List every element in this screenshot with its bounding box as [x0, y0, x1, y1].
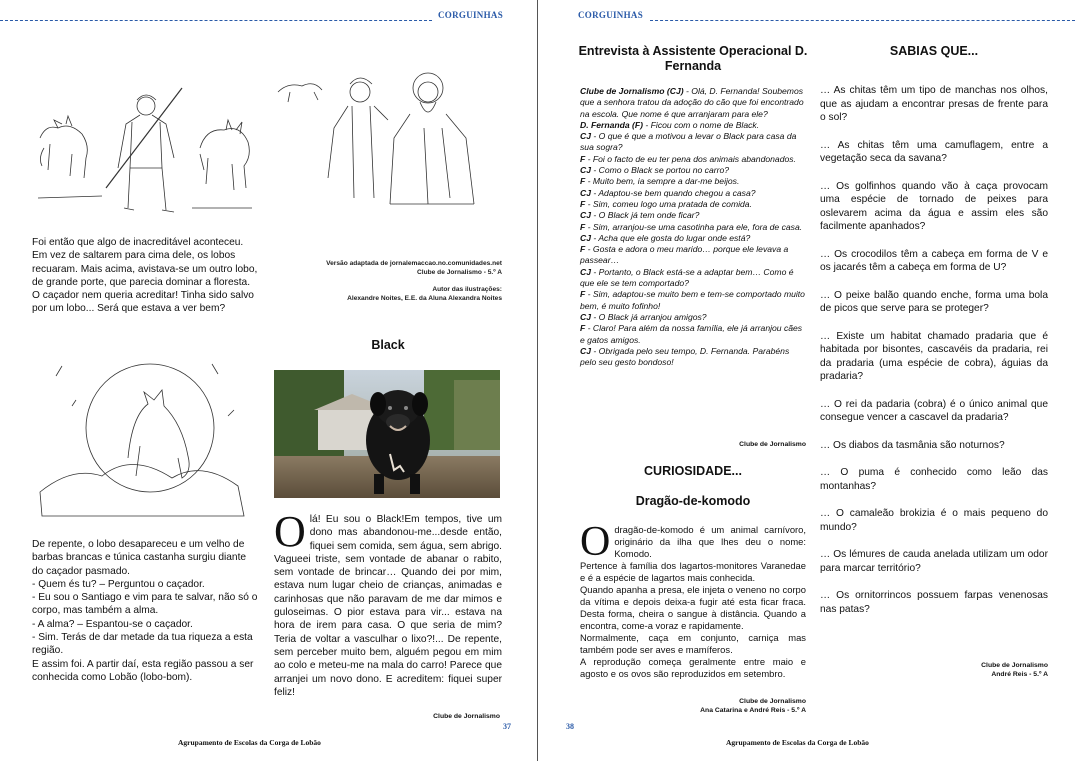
- black-story-text: lá! Eu sou o Black!Em tempos, tive um dono mas abandonou-me...desde então, fiquei sem comida, sem água, sem abrigo. Vagueei triste, sem vontade de abanar o rabito, sem vontade de brincar… Quando dei por mim, estava num lugar cheio de crianças, animadas e carinhosas que não paravam de me dar mimos e guloseimas. O pior estava para vir... estava na hora de irem para casa. O que seria de mim? Teria de voltar a vasculhar o lixo?!... De repente, sem perceber muito bem, alguém pegou em mim ao colo e meteu-me na mala do carro! Parece que arranjei um novo dono. E acreditem: fiquei super feliz!: [274, 514, 502, 698]
- interview-line: CJ - Acha que ele gosta do lugar onde está?: [580, 232, 751, 243]
- komodo-paragraph-3: Normalmente, caça em conjunto, carniça mas também pode ser aves e mamíferos.: [580, 632, 806, 655]
- fact-item: … O rei da padaria (cobra) é o único animal que consegue vencer a cascavel da pradaria?: [820, 398, 1048, 423]
- fact-item: … Os golfinhos quando vão à caça provocam uma espécie de tornado de peixes para oslevarem acima da água e assim eles são facilmente apanhados?: [820, 180, 1048, 232]
- credit-source-line2: Clube de Jornalismo - 5.º A: [417, 269, 502, 276]
- oldman-line-5: - Sim. Terás de dar metade da tua riqueza a esta região.: [32, 632, 253, 657]
- oldman-line-4: - A alma? – Espantou-se o caçador.: [32, 618, 193, 630]
- story-source-credit: [280, 259, 502, 303]
- curiosity-title: CURIOSIDADE...: [644, 464, 742, 478]
- komodo-paragraph-4: A reprodução começa geralmente entre maio e agosto e os ovos são reproduzidos em setembro.: [580, 656, 806, 679]
- fact-item: … O peixe balão quando enche, forma uma bola de picos que serve para se proteger?: [820, 289, 1048, 314]
- fact-item: … Os lémures de cauda anelada utilizam um odor para marcar território?: [820, 549, 1048, 574]
- credit-illus-line1: Autor das ilustrações:: [432, 286, 502, 293]
- interview-line: CJ - Portanto, o Black está-se a adaptar bem… Como é que ele se tem comportado?: [580, 266, 794, 289]
- story-paragraph-wolves: [32, 236, 260, 316]
- hunter-wolves-illustration: [32, 58, 258, 224]
- fact-item: … As chitas têm um tipo de manchas nos olhos, que as ajudam a encontrar presas de frente para o sol?: [820, 85, 1048, 123]
- komodo-paragraph-1: Pertence à família dos lagartos-monitores Varanedae e é a espécie de lagartos mais conhecida.: [580, 560, 806, 583]
- komodo-signature: [656, 697, 806, 715]
- fact-item: … O puma é conhecido como leão das montanhas?: [820, 467, 1048, 492]
- komodo-dropcap: O: [580, 519, 611, 565]
- story-wolves-text: Foi então que algo de inacreditável aconteceu. Em vez de saltarem para cima dele, os lobos recuaram. Mais acima, avistava-se um outro lobo, de grande porte, que parecia dominar a floresta. O caçador nem queria acreditar! Tinha sido salvo por um lobo... Será que estava a ver bem?: [32, 237, 258, 315]
- sabias-sign-line1: Clube de Jornalismo: [981, 662, 1048, 669]
- komodo-paragraph-2: Quando apanha a presa, ele injeta o veneno no corpo da vítima e depois deixa-a fugir até esta ficar fraca. Desta forma, cheira o sangue à distância. Quando a encontra, come-a voraz e rapidamente.: [580, 584, 806, 631]
- black-section-title: Black: [371, 338, 405, 352]
- komodo-sign-line2: Ana Catarina e André Reis - 5.º A: [700, 707, 806, 714]
- interview-line: CJ - Obrigada pelo seu tempo, D. Fernanda. Parabéns pelo seu gesto bondoso!: [580, 345, 790, 368]
- komodo-sign-line1: Clube de Jornalismo: [739, 698, 806, 705]
- oldman-line-3: - Eu sou o Santiago e vim para te salvar, não só o corpo, mas também a alma.: [32, 592, 258, 617]
- interview-line: F - Gosta e adora o meu marido… porque ele levava a passear…: [580, 244, 789, 266]
- interview-line: CJ - O que é que a motivou a levar o Black para casa da sua sogra?: [580, 131, 797, 153]
- sabias-sign-line2: André Reis - 5.º A: [991, 671, 1048, 678]
- interview-line: F - Claro! Para além da nossa família, ele já arranjou cães e gatos amigos.: [580, 323, 803, 345]
- fact-item: … As chitas têm uma camuflagem, entre a vegetação seca da savana?: [820, 139, 1048, 164]
- interview-line: F - Sim, adaptou-se muito bem e tem-se comportado muito bem, é muito fofinho!: [580, 289, 805, 311]
- interview-line: CJ - Como o Black se portou no carro?: [580, 165, 730, 176]
- komodo-article: [580, 519, 806, 680]
- oldman-line-2: - Quem és tu? – Perguntou o caçador.: [32, 578, 205, 590]
- fact-item: … O camaleão brokizia é o mais pequeno do mundo?: [820, 508, 1048, 533]
- interview-line: F - Sim, arranjou-se uma casotinha para ele, fora de casa.: [580, 221, 803, 232]
- interview-line: D. Fernanda (F) - Ficou com o nome de Black.: [580, 119, 760, 130]
- interview-line: F - Foi o facto de eu ter pena dos animais abandonados.: [580, 153, 796, 164]
- sabias-signature: [918, 661, 1048, 679]
- interview-line: CJ - O Black já tem onde ficar?: [580, 210, 700, 221]
- page-number-left: 37: [503, 722, 511, 731]
- interview-body: [580, 86, 806, 368]
- header-title-left: CORGUINHAS: [438, 10, 504, 20]
- fact-item: … Existe um habitat chamado pradaria que é habitada por bisontes, cascavéis da pradaria, rei da pradaria (uma espécie de cobra), águias da pradaria?: [820, 330, 1048, 382]
- header-divider-left: [0, 20, 432, 21]
- komodo-intro: dragão-de-komodo é um animal carnívoro, originário da ilha que lhes deu o nome: Komodo.: [614, 524, 806, 559]
- black-story: [274, 507, 502, 699]
- oldman-line-6: E assim foi. A partir daí, esta região passou a ser conhecida como Lobão (lobo-bom).: [32, 658, 254, 683]
- credit-source-line1: Versão adaptada de jornalemaccao.no.comunidades.net: [326, 260, 502, 267]
- sabias-title: SABIAS QUE...: [889, 44, 979, 58]
- hunter-oldman-illustration: [274, 58, 500, 210]
- story-paragraph-oldman: [32, 538, 260, 684]
- interview-line: CJ - Adaptou-se bem quando chegou a casa?: [580, 187, 756, 198]
- fact-item: … Os ornitorrincos possuem farpas venenosas nas patas?: [820, 590, 1048, 615]
- footer-right: Agrupamento de Escolas da Corga de Lobão: [726, 738, 869, 747]
- interview-line: F - Sim, comeu logo uma pratada de comida.: [580, 198, 752, 209]
- right-page: [538, 0, 1075, 761]
- interview-signature: Clube de Jornalismo: [739, 441, 806, 448]
- komodo-title: Dragão-de-komodo: [635, 494, 751, 508]
- header-title-right: CORGUINHAS: [578, 10, 644, 20]
- interview-line: CJ - O Black já arranjou amigos?: [580, 311, 707, 322]
- black-signature: Clube de Jornalismo: [433, 713, 500, 720]
- page-number-right: 38: [566, 722, 574, 731]
- left-page: [0, 0, 537, 761]
- oldman-line-1: De repente, o lobo desapareceu e um velho de barbas brancas e túnica castanha surgiu diante do caçador pasmado.: [32, 539, 247, 577]
- wolf-moon-illustration: [32, 346, 260, 522]
- credit-illus-line2: Alexandre Noites, E.E. da Aluna Alexandra Noites: [347, 295, 502, 302]
- header-divider-right: [650, 20, 1075, 21]
- interview-title: Entrevista à Assistente Operacional D. Fernanda: [578, 44, 808, 73]
- sabias-facts-list: [820, 84, 1048, 630]
- footer-left: Agrupamento de Escolas da Corga de Lobão: [178, 738, 321, 747]
- black-dog-photo: [274, 370, 500, 498]
- interview-line: F - Muito bem, ia sempre a dar-me beijos.: [580, 176, 740, 187]
- black-dropcap: O: [274, 507, 306, 556]
- interview-line: Clube de Jornalismo (CJ) - Olá, D. Fernanda! Soubemos que a senhora tratou da adoção do cão que foi encontrado na escola. Que nome é que arranjaram para ele?: [580, 86, 804, 119]
- fact-item: … Os diabos da tasmânia são noturnos?: [820, 439, 1005, 451]
- fact-item: … Os crocodilos têm a cabeça em forma de V e os jacarés têm a cabeça em forma de U?: [820, 248, 1048, 273]
